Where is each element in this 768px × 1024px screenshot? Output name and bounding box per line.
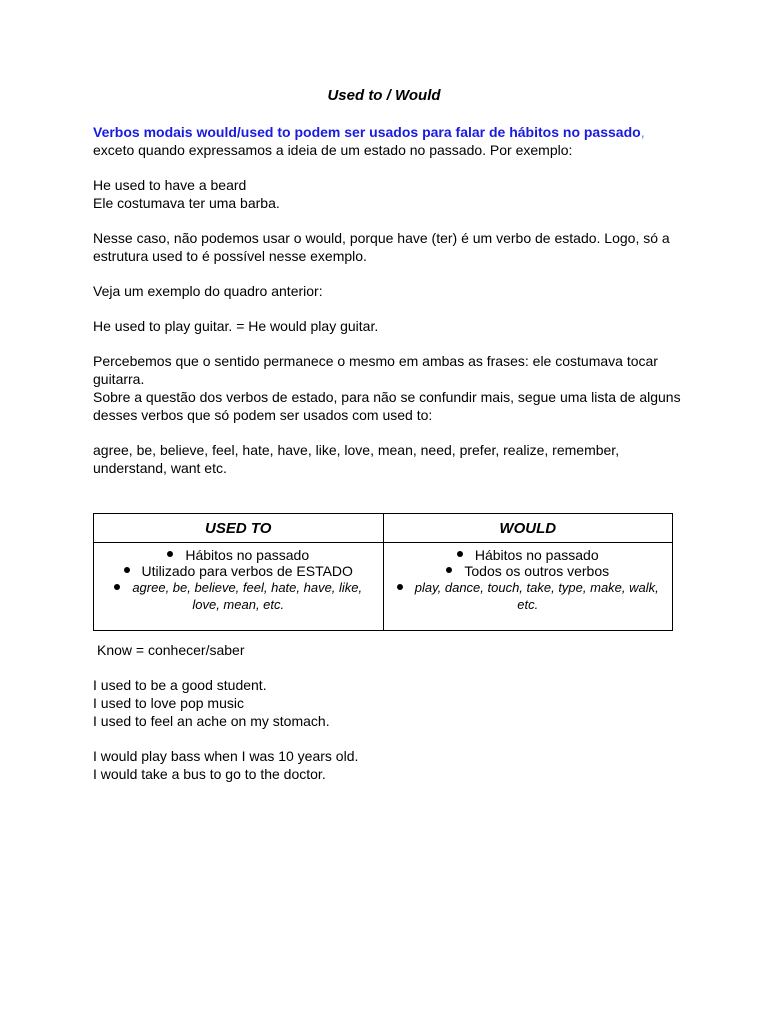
used-example: I used to feel an ache on my stomach. <box>93 713 330 729</box>
bullet-icon <box>114 584 120 590</box>
know-definition: Know = conhecer/saber <box>97 642 245 658</box>
intro-paragraph <box>93 123 683 159</box>
intro-highlight: Verbos modais would/used to podem ser usados para falar de hábitos no passado <box>93 124 641 140</box>
table-row <box>94 543 673 631</box>
list-item <box>102 564 375 580</box>
list-item <box>102 579 375 613</box>
used-example: I used to be a good student. <box>93 677 267 693</box>
table-header-row <box>94 514 673 543</box>
example-one-portuguese: Ele costumava ter uma barba. <box>93 195 280 211</box>
list-item <box>392 548 665 564</box>
list-item-text: play, dance, touch, take, type, make, walk, etc. <box>414 580 659 612</box>
see-example-paragraph: Veja um exemplo do quadro anterior: <box>93 283 323 299</box>
examples-section <box>93 641 683 783</box>
would-example: I would play bass when I was 10 years old. <box>93 748 359 764</box>
would-list <box>392 548 665 613</box>
list-intro-paragraph: Sobre a questão dos verbos de estado, para não se confundir mais, segue uma lista de alguns desses verbos que só podem ser usados com used to: <box>93 389 681 423</box>
list-item <box>102 548 375 564</box>
state-verbs-list: agree, be, believe, feel, hate, have, like, love, mean, need, prefer, realize, remember, understand, want etc. <box>93 442 620 476</box>
list-item-text: Hábitos no passado <box>474 547 599 563</box>
table-header-would: WOULD <box>383 514 673 543</box>
comparison-table <box>93 513 673 631</box>
used-to-list <box>102 548 375 613</box>
list-item <box>392 564 665 580</box>
bullet-icon <box>397 584 403 590</box>
intro-rest: exceto quando expressamos a ideia de um estado no passado. Por exemplo: <box>93 142 573 158</box>
bullet-icon <box>457 551 463 557</box>
meaning-paragraph: Percebemos que o sentido permanece o mesmo em ambas as frases: ele costumava tocar guitarra. <box>93 353 658 387</box>
would-cell <box>383 543 673 631</box>
page-title: Used to / Would <box>327 87 441 104</box>
used-to-cell <box>94 543 384 631</box>
example-one-english: He used to have a beard <box>93 177 247 193</box>
used-example: I used to love pop music <box>93 695 244 711</box>
state-paragraph: Nesse caso, não podemos usar o would, porque have (ter) é um verbo de estado. Logo, só a estrutura used to é possível nesse exemplo. <box>93 230 670 264</box>
list-item-text: Utilizado para verbos de ESTADO <box>141 562 353 579</box>
would-example: I would take a bus to go to the doctor. <box>93 766 326 782</box>
list-item-text: Todos os outros verbos <box>464 562 610 579</box>
list-item-text: Hábitos no passado <box>185 547 310 563</box>
table-header-used-to: USED TO <box>94 514 384 543</box>
bullet-icon <box>446 567 452 573</box>
example-two: He used to play guitar. = He would play guitar. <box>93 318 379 334</box>
document-body <box>93 123 683 477</box>
list-item <box>392 579 665 613</box>
bullet-icon <box>124 567 130 573</box>
would-examples <box>93 747 683 783</box>
used-to-examples <box>93 676 683 730</box>
intro-comma: , <box>640 124 645 140</box>
bullet-icon <box>167 551 173 557</box>
example-one <box>93 176 683 212</box>
list-item-text: agree, be, believe, feel, hate, have, like, love, mean, etc. <box>132 580 363 612</box>
